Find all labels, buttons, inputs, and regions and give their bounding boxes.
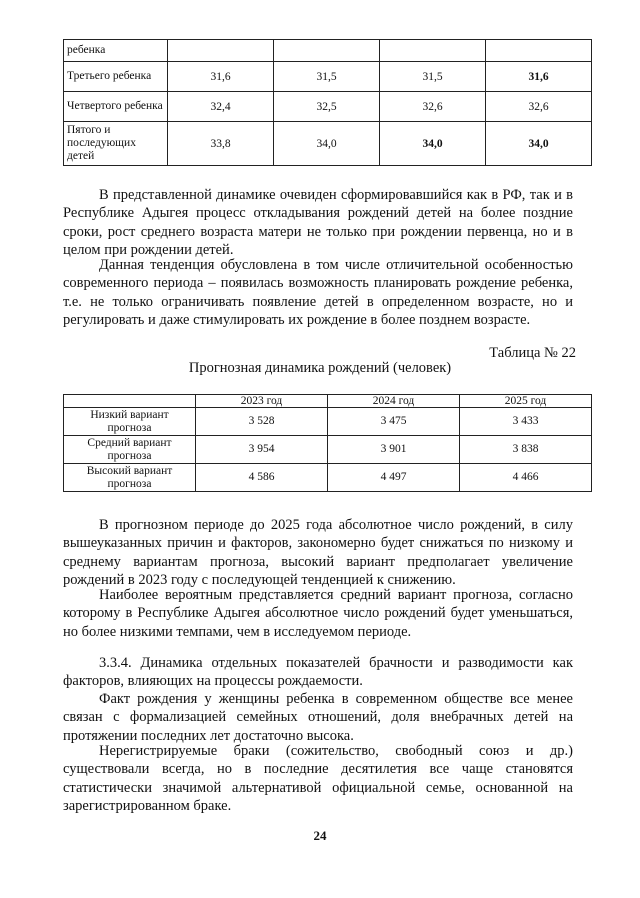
table-cell: 32,4 (168, 92, 274, 122)
table-cell (380, 40, 486, 62)
table-cell: 32,6 (486, 92, 592, 122)
table-cell: 3 954 (196, 436, 328, 464)
table-cell: 32,6 (380, 92, 486, 122)
table-cell: 4 497 (328, 464, 460, 492)
table-cell: 4 466 (460, 464, 592, 492)
table-cell: 3 901 (328, 436, 460, 464)
table-cell: 31,6 (168, 62, 274, 92)
paragraph: Наиболее вероятным представляется средний вариант прогноза, согласно которому в Республике Адыгея абсолютное число рождений будет уменьшаться, но более низкими темпами, чем в исследуемом периоде. (63, 587, 573, 640)
table-cell: 33,8 (168, 122, 274, 166)
row-label: ребенка (64, 40, 168, 62)
age-table (63, 39, 592, 166)
column-header: 2024 год (328, 395, 460, 408)
row-label: Низкий вариант прогноза (64, 408, 196, 436)
table-row (64, 40, 592, 62)
table-row (64, 122, 592, 166)
table-cell: 34,0 (486, 122, 592, 166)
table-cell: 32,5 (274, 92, 380, 122)
table-cell: 3 433 (460, 408, 592, 436)
paragraph: Данная тенденция обусловлена в том числе отличительной особенностью современного периода – появилась возможность планировать рождение ребенка, т.е. не только ограничивать появление детей в определенном возрасте, но и регулировать и даже стимулировать их рождение в более позднем возрасте. (63, 257, 573, 329)
row-label: Средний вариант прогноза (64, 436, 196, 464)
table-cell: 4 586 (196, 464, 328, 492)
row-label: Четвертого ребенка (64, 92, 168, 122)
row-label: Третьего ребенка (64, 62, 168, 92)
table-cell: 31,5 (274, 62, 380, 92)
paragraph: В представленной динамике очевиден сформировавшийся как в РФ, так и в Республике Адыгея процесс откладывания рождений детей на более поздние сроки, рост среднего возраста матери не только при рождении первенца, но и в целом при рождении детей. (63, 187, 573, 259)
table-cell: 3 838 (460, 436, 592, 464)
page-number: 24 (313, 828, 327, 843)
table-cell: 3 528 (196, 408, 328, 436)
row-label: Пятого и последующих детей (64, 122, 168, 166)
row-label: Высокий вариант прогноза (64, 464, 196, 492)
paragraph: Факт рождения у женщины ребенка в современном обществе все менее связан с формализацией семейных отношений, доля внебрачных детей на протяжении последних лет достаточно высока. (63, 691, 573, 744)
column-header: 2023 год (196, 395, 328, 408)
forecast-table (63, 394, 592, 492)
column-header: 2025 год (460, 395, 592, 408)
table-cell: 31,6 (486, 62, 592, 92)
table-row (64, 92, 592, 122)
table-cell: 34,0 (274, 122, 380, 166)
table-header-row (64, 395, 592, 408)
table-cell: 3 475 (328, 408, 460, 436)
table-cell (168, 40, 274, 62)
table-row (64, 62, 592, 92)
table-cell: 34,0 (380, 122, 486, 166)
section-heading: 3.3.4. Динамика отдельных показателей брачности и разводимости как факторов, влияющих на процессы рождаемости. (63, 655, 573, 690)
table-title: Прогнозная динамика рождений (человек) (188, 360, 452, 376)
table-cell: 31,5 (380, 62, 486, 92)
table-number: Таблица № 22 (489, 345, 576, 361)
column-header (64, 395, 196, 408)
table-row (64, 436, 592, 464)
table-row (64, 408, 592, 436)
paragraph: В прогнозном периоде до 2025 года абсолютное число рождений, в силу вышеуказанных причин и факторов, закономерно будет снижаться по низкому и среднему вариантам прогноза, высокий вариант предполагает увеличение рождений в 2023 году с последующей тенденцией к снижению. (63, 517, 573, 589)
paragraph: Нерегистрируемые браки (сожительство, свободный союз и др.) существовали всегда, но в последние десятилетия все чаще становятся статистически значимой альтернативой официальной семье, основанной на зарегистрированном браке. (63, 743, 573, 815)
table-cell (486, 40, 592, 62)
table-cell (274, 40, 380, 62)
table-row (64, 464, 592, 492)
